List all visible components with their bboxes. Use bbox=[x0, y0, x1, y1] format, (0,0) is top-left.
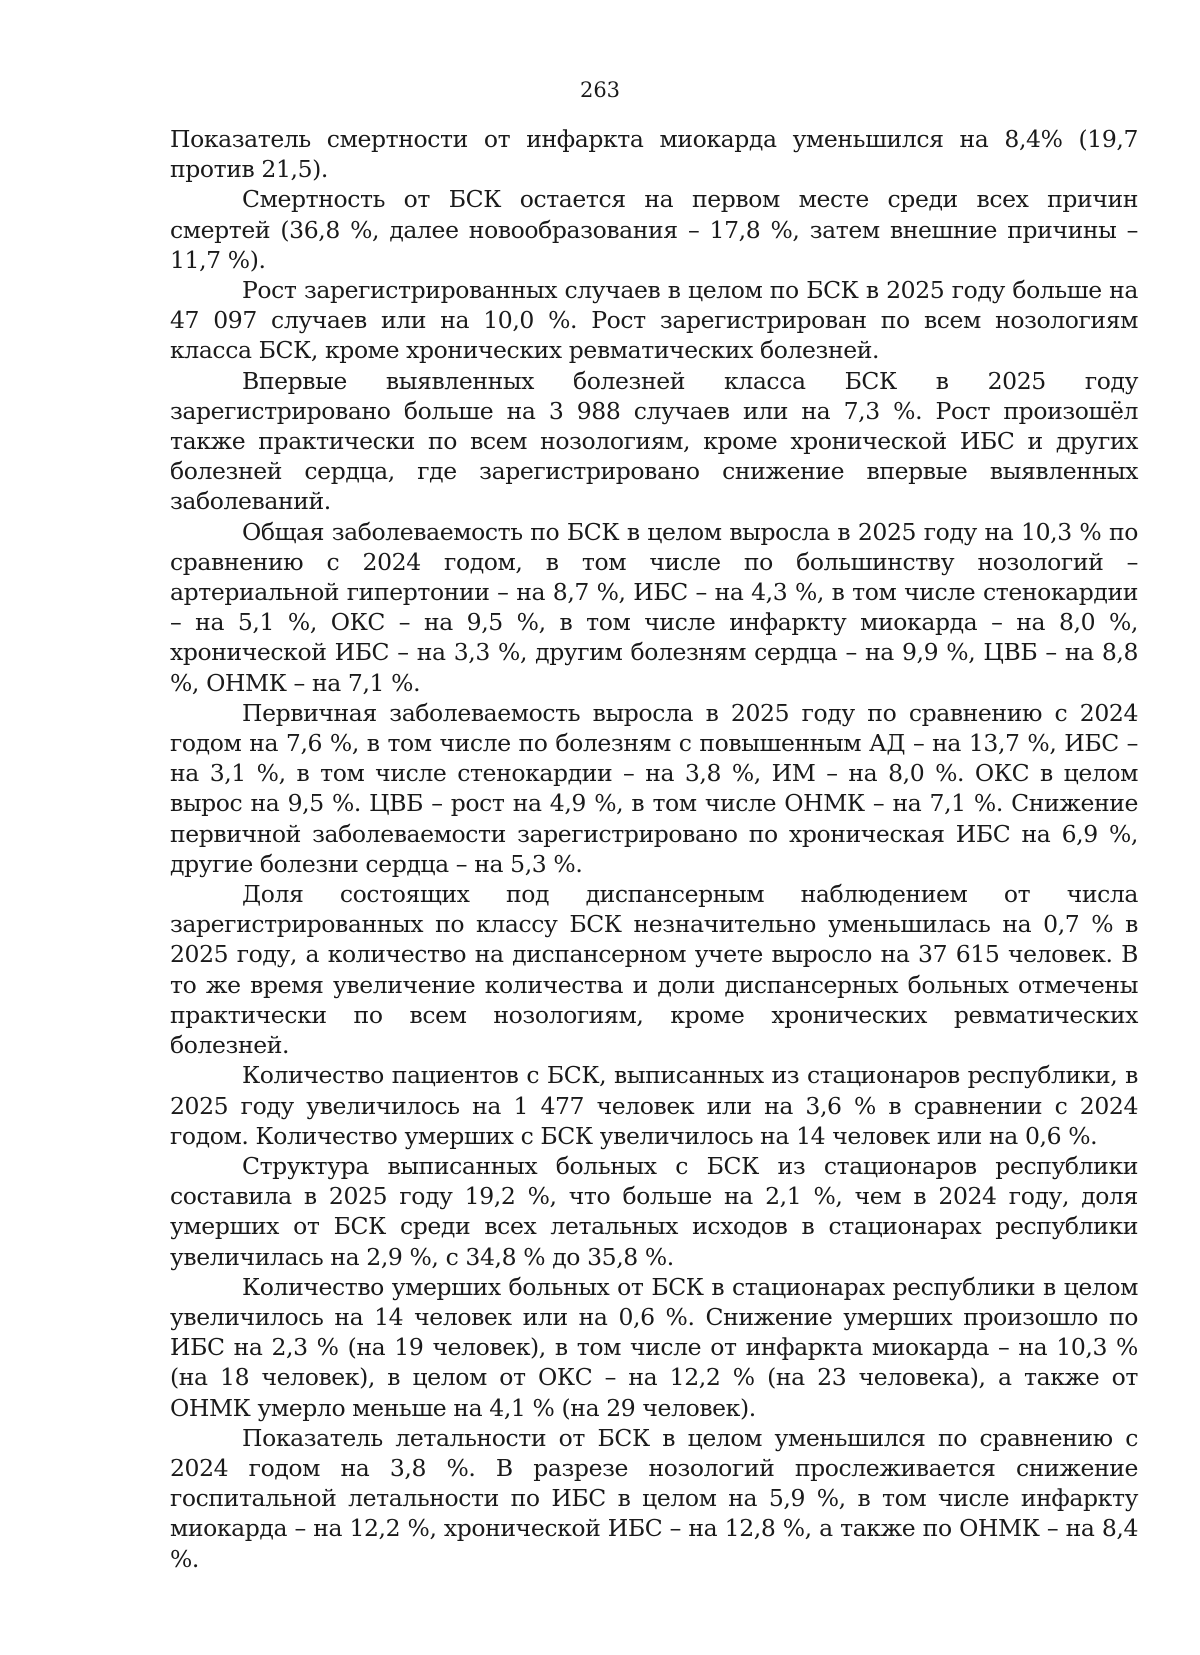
paragraph: Структура выписанных больных с БСК из стационаров республики составила в 2025 году 19,2 %, что больше на 2,1 %, чем в 2024 году, доля умерших от БСК среди всех летальных исходов в стационарах республики увеличилась на 2,9 %, с 34,8 % до 35,8 %. bbox=[170, 1151, 1138, 1271]
paragraph: Рост зарегистрированных случаев в целом по БСК в 2025 году больше на 47 097 случаев или на 10,0 %. Рост зарегистрирован по всем нозологиям класса БСК, кроме хронических ревматических болезней. bbox=[170, 276, 1138, 365]
document-body bbox=[170, 124, 1138, 1574]
paragraph: Первичная заболеваемость выросла в 2025 году по сравнению с 2024 годом на 7,6 %, в том числе по болезням с повышенным АД – на 13,7 %, ИБС – на 3,1 %, в том числе стенокардии – на 3,8 %, ИМ – на 8,0 %. ОКС в целом вырос на 9,5 %. ЦВБ – рост на 4,9 %, в том числе ОНМК – на 7,1 %. Снижение первичной заболеваемости зарегистрировано по хроническая ИБС на 6,9 %, другие болезни сердца – на 5,3 %. bbox=[170, 698, 1138, 878]
paragraph: Доля состоящих под диспансерным наблюдением от числа зарегистрированных по классу БСК незначительно уменьшилась на 0,7 % в 2025 году, а количество на диспансерном учете выросло на 37 615 человек. В то же время увеличение количества и доли диспансерных больных отмечены практически по всем нозологиям, кроме хронических ревматических болезней. bbox=[170, 880, 1138, 1060]
paragraph: Смертность от БСК остается на первом месте среди всех причин смертей (36,8 %, далее новообразования – 17,8 %, затем внешние причины – 11,7 %). bbox=[170, 185, 1138, 274]
paragraph: Количество пациентов с БСК, выписанных из стационаров республики, в 2025 году увеличилось на 1 477 человек или на 3,6 % в сравнении с 2024 годом. Количество умерших с БСК увеличилось на 14 человек или на 0,6 %. bbox=[170, 1061, 1138, 1150]
paragraph: Показатель смертности от инфаркта миокарда уменьшился на 8,4% (19,7 против 21,5). bbox=[170, 125, 1138, 184]
page-number: 263 bbox=[579, 78, 621, 102]
paragraph: Впервые выявленных болезней класса БСК в 2025 году зарегистрировано больше на 3 988 случаев или на 7,3 %. Рост произошёл также практически по всем нозологиям, кроме хронической ИБС и других болезней сердца, где зарегистрировано снижение впервые выявленных заболеваний. bbox=[170, 366, 1138, 516]
paragraph: Количество умерших больных от БСК в стационарах республики в целом увеличилось на 14 человек или на 0,6 %. Снижение умерших произошло по ИБС на 2,3 % (на 19 человек), в том числе от инфаркта миокарда – на 10,3 % (на 18 человек), в целом от ОКС – на 12,2 % (на 23 человека), а также от ОНМК умерло меньше на 4,1 % (на 29 человек). bbox=[170, 1272, 1138, 1422]
paragraph: Общая заболеваемость по БСК в целом выросла в 2025 году на 10,3 % по сравнению с 2024 годом, в том числе по большинству нозологий – артериальной гипертонии – на 8,7 %, ИБС – на 4,3 %, в том числе стенокардии – на 5,1 %, ОКС – на 9,5 %, в том числе инфаркту миокарда – на 8,0 %, хронической ИБС – на 3,3 %, другим болезням сердца – на 9,9 %, ЦВБ – на 8,8 %, ОНМК – на 7,1 %. bbox=[170, 517, 1138, 697]
paragraph: Показатель летальности от БСК в целом уменьшился по сравнению с 2024 годом на 3,8 %. В разрезе нозологий прослеживается снижение госпитальной летальности по ИБС в целом на 5,9 %, в том числе инфаркту миокарда – на 12,2 %, хронической ИБС – на 12,8 %, а также по ОНМК – на 8,4 %. bbox=[170, 1423, 1138, 1573]
